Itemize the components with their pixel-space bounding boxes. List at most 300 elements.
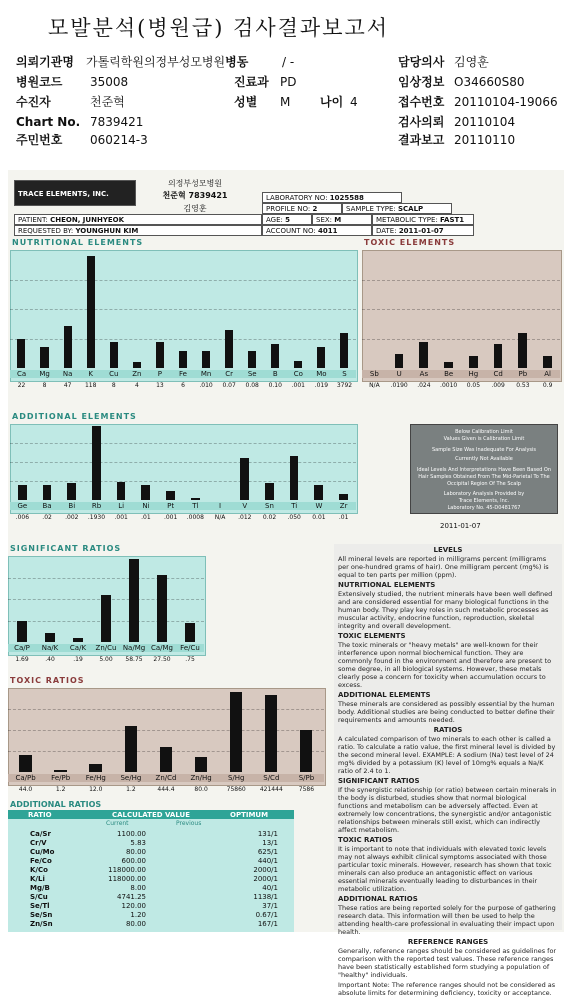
- chart-category-label: Na: [56, 370, 79, 378]
- chart-bar: [166, 491, 175, 500]
- chart-value-label: 444.4: [157, 786, 175, 793]
- legend-line-6: Hair Samples Obtained From The Mid-Parietal To The: [418, 474, 550, 480]
- chart-bar: [185, 623, 195, 642]
- chart-category-label: Cd: [486, 370, 511, 378]
- chart-bar: [202, 351, 210, 368]
- chart-bar: [40, 347, 48, 368]
- chart-bar: [45, 633, 55, 642]
- value-sex: M: [280, 95, 291, 109]
- chart-value-label: 80.0: [194, 786, 208, 793]
- chart-value-label: 0.07: [222, 382, 236, 389]
- explanation-paragraph: Extensively studied, the nutrient minerals have been well defined and are considered essential for many biological functions in the human body. They play key roles in such metabolic processes as muscular activity, endocrine function, reproduction, skeletal integrity and overall development.: [338, 590, 553, 630]
- chart-value-label: .0190: [390, 382, 408, 389]
- sample-value: SCALP: [397, 205, 424, 213]
- chart-category-label: Mg: [33, 370, 56, 378]
- explanation-heading: LEVELS: [433, 546, 463, 554]
- chart-bar: [248, 351, 256, 368]
- account-box: [262, 225, 372, 236]
- value-age: 4: [350, 95, 358, 109]
- ratio-row: [8, 911, 294, 920]
- value-resident-no: 060214-3: [90, 133, 148, 147]
- chart-gridline: [10, 462, 356, 463]
- date-label: DATE:: [376, 227, 397, 235]
- explanation-paragraph: These ratios are being reported solely for the purpose of gathering research data. This information will then be used to help the attending health-care professional in evaluating their impact upon health.: [338, 904, 556, 936]
- sample-label: SAMPLE TYPE:: [346, 205, 396, 213]
- stamp-date: 2011-01-07: [440, 522, 481, 530]
- ratio-name: Cu/Mo: [30, 848, 55, 856]
- chart-category-label: Se: [241, 370, 264, 378]
- chart-category-label: Li: [109, 502, 134, 510]
- chart-bar: [271, 344, 279, 368]
- chart-gridline: [10, 309, 356, 310]
- chart-bar: [43, 485, 52, 500]
- ratio-row: [8, 920, 294, 929]
- sample-box: [342, 203, 452, 214]
- ratio-name: Zn/Sn: [30, 920, 53, 928]
- chart-bar: [340, 333, 348, 368]
- chart-value-label: .19: [73, 656, 83, 663]
- chart-category-label: W: [307, 502, 332, 510]
- legend-line-2: Values Given is Calibration Limit: [443, 436, 525, 442]
- explanation-paragraph: The toxic minerals or "heavy metals" are well-known for their interference upon normal biochemical function. They are commonly found in the environment and therefore are present to some degree, in all biological systems. However, these metals clearly pose a concern for toxicity when accumulation occurs to excess.: [338, 641, 552, 689]
- label-hospital-code: 병원코드: [16, 75, 63, 89]
- chart-category-label: Zr: [331, 502, 356, 510]
- chart-category-label: Co: [287, 370, 310, 378]
- chart-category-label: Pt: [158, 502, 183, 510]
- ratio-name: S/Cu: [30, 893, 48, 901]
- col-current: Current: [106, 820, 129, 827]
- col-previous: Previous: [176, 820, 202, 827]
- chart-bar: [419, 342, 428, 368]
- requested-box: [14, 225, 262, 236]
- ratio-value: 8.00: [130, 884, 146, 892]
- chart-value-label: .0010: [440, 382, 458, 389]
- chart-category-label: Ca/K: [64, 644, 92, 652]
- chart-bar: [225, 330, 233, 368]
- chart-bar: [240, 458, 249, 500]
- sex-box: [312, 214, 372, 225]
- report-row-2: [16, 72, 128, 92]
- document-title: 모발분석(병원급) 검사결과보고서: [48, 16, 390, 40]
- chart-category-label: Fe/Cu: [176, 644, 204, 652]
- chart-value-label: .1930: [87, 514, 106, 521]
- explanation-paragraph: Important Note: The reference ranges should not be considered as absolute limits for determining deficiency, toxicity or acceptance.: [338, 981, 556, 997]
- ratio-name: Fe/Co: [30, 857, 52, 865]
- chart-value-label: .010: [199, 382, 213, 389]
- value-chart-no: 7839421: [90, 115, 144, 129]
- legend-line-1: Below Calibration Limit: [455, 429, 513, 435]
- chart-bar: [18, 485, 27, 500]
- additional-ratios-title: ADDITIONAL RATIOS: [10, 800, 102, 809]
- value-receipt: 20110104-19066: [454, 95, 558, 109]
- legend-box: [410, 424, 558, 514]
- chart-category-label: Ge: [10, 502, 35, 510]
- chart-bar: [19, 755, 31, 772]
- chart-bar: [64, 326, 72, 368]
- ratio-optimum: 40/1: [262, 884, 278, 892]
- chart-category-label: Na/K: [36, 644, 64, 652]
- ratio-row: [8, 848, 294, 857]
- ratio-value: 5.83: [130, 839, 146, 847]
- col-ratio: RATIO: [28, 811, 52, 819]
- chart-category-label: K: [79, 370, 102, 378]
- chart-bar: [543, 356, 552, 368]
- chart-category-label: Zn/Hg: [184, 774, 219, 782]
- chart-value-label: 3792: [336, 382, 353, 389]
- chart-value-label: 44.0: [18, 786, 33, 793]
- age-label: AGE:: [266, 216, 283, 224]
- explanation-paragraph: These minerals are considered as possibly essential by the human body. Additional studies are being conducted to better define their requirements and amounts needed.: [338, 700, 555, 724]
- chart-gridline: [10, 443, 356, 444]
- chart-value-label: 22: [17, 382, 26, 389]
- label-doctor: 담당의사: [398, 55, 445, 69]
- date-value: 2011-01-07: [398, 227, 444, 235]
- chart-bar: [156, 342, 164, 368]
- ratio-name: K/Co: [30, 866, 48, 874]
- chart-title-4: TOXIC RATIOS: [10, 676, 85, 685]
- col-optimum: OPTIMUM: [230, 811, 269, 819]
- chart-value-label: 75860: [226, 786, 246, 793]
- col-calculated: CALCULATED VALUE: [112, 811, 191, 819]
- chart-category-label: Sb: [362, 370, 387, 378]
- label-chart-no: Chart No.: [16, 115, 81, 129]
- chart-bar: [54, 770, 66, 772]
- chart-value-label: 27.50: [153, 656, 171, 663]
- profile-box: [262, 203, 342, 214]
- chart-category-label: Ca/Mg: [148, 644, 176, 652]
- label-resident-no: 주민번호: [16, 133, 63, 147]
- chart-value-label: N/A: [369, 382, 380, 389]
- chart-bar: [494, 344, 503, 368]
- chart-value-label: .019: [314, 382, 329, 389]
- ratio-value: 600.00: [121, 857, 146, 865]
- chart-bar: [290, 456, 299, 500]
- patient-label: PATIENT:: [18, 216, 48, 224]
- chart-bar: [129, 559, 139, 642]
- chart-value-label: 0.01: [312, 514, 326, 521]
- age-box: [262, 214, 312, 225]
- chart-category-label: Pb: [511, 370, 536, 378]
- chart-category-label: Se/Hg: [113, 774, 148, 782]
- ratio-optimum: 625/1: [257, 848, 278, 856]
- ratio-row: [8, 830, 294, 839]
- chart-bar: [265, 695, 277, 772]
- legend-line-4: Currently Not Available: [455, 456, 513, 462]
- ratio-name: Ca/Sr: [30, 830, 51, 838]
- chart-bar: [160, 747, 172, 772]
- sex-value: M: [334, 216, 342, 224]
- chart-category-label: S/Hg: [219, 774, 254, 782]
- ratio-optimum: 37/1: [262, 902, 278, 910]
- chart-category-label: Fe/Hg: [78, 774, 113, 782]
- chart-bar: [87, 256, 95, 368]
- value-hospital-code: 35008: [90, 75, 129, 89]
- explanation-heading: REFERENCE RANGES: [407, 938, 489, 946]
- chart-bar: [469, 356, 478, 368]
- explanation-paragraph: All mineral levels are reported in milligrams percent (milligrams per one-hundred grams of hair). One milligram percent (mg%) is equal to ten parts per million (ppm).: [338, 555, 549, 579]
- chart-bar: [314, 485, 323, 500]
- chart-category-label: As: [412, 370, 437, 378]
- value-result-date: 20110110: [454, 133, 516, 147]
- chart-value-label: .001: [114, 514, 128, 521]
- lab-logo: TRACE ELEMENTS, INC.: [14, 180, 136, 206]
- chart-value-label: .050: [287, 514, 301, 521]
- chart-value-label: 5.00: [99, 656, 113, 663]
- ratio-optimum: 131/1: [257, 830, 278, 838]
- explanation-heading: ADDITIONAL ELEMENTS: [338, 691, 431, 699]
- label-ward: 병동: [225, 55, 249, 69]
- explanation-heading: ADDITIONAL RATIOS: [338, 895, 418, 903]
- chart-bar: [294, 361, 302, 368]
- legend-line-5: Ideal Levels And Interpretations Have Been Based On: [416, 467, 552, 473]
- label-patient: 수진자: [16, 95, 51, 109]
- chart-category-label: Ni: [134, 502, 159, 510]
- ratio-value: 4741.25: [117, 893, 146, 901]
- additional-ratios-table: [8, 800, 294, 932]
- chart-bar: [117, 482, 126, 500]
- requested-label: REQUESTED BY:: [18, 227, 74, 235]
- chart-bar: [67, 483, 76, 500]
- chart-title-0: NUTRITIONAL ELEMENTS: [12, 238, 144, 247]
- chart-category-label: S/Pb: [289, 774, 324, 782]
- chart-bar: [300, 730, 312, 772]
- chart-value-label: 6: [181, 382, 185, 389]
- explanation-paragraph: If the synergistic relationship (or ratio) between certain minerals in the body is disturbed, studies show that normal biological functions and metabolism can be adversely affected. Even at extremely low concentrations, the synergistic and/or antagonistic relationships between minerals still exist, which can indirectly affect metabolism.: [338, 786, 557, 834]
- chart-category-label: Al: [535, 370, 560, 378]
- patient-box: [14, 214, 262, 225]
- ratio-row: [8, 875, 294, 884]
- chart-gridline: [8, 578, 204, 579]
- ratio-row: [8, 857, 294, 866]
- chart-value-label: 1.2: [126, 786, 136, 793]
- chart-category-label: S: [333, 370, 356, 378]
- ratio-optimum: 2000/1: [253, 866, 278, 874]
- report-result: [398, 130, 515, 150]
- ratio-value: 80.00: [125, 920, 146, 928]
- chart-value-label: 4: [134, 382, 139, 389]
- chart-bar: [518, 333, 527, 368]
- chart-value-label: 421444: [259, 786, 283, 793]
- report-row-3: [16, 92, 125, 112]
- ratio-value: 1.20: [130, 911, 146, 919]
- chart-category-label: V: [232, 502, 257, 510]
- chart-value-label: 58.75: [125, 656, 143, 663]
- chart-bar: [444, 362, 453, 368]
- report-request: [398, 112, 515, 132]
- ratio-optimum: 0.67/1: [255, 911, 278, 919]
- chart-title-1: TOXIC ELEMENTS: [364, 238, 456, 247]
- chart-category-label: Na/Mg: [120, 644, 148, 652]
- chart-title-3: SIGNIFICANT RATIOS: [10, 544, 122, 553]
- chart-bar: [230, 692, 242, 772]
- ratio-name: K/Li: [30, 875, 45, 883]
- label-sex: 성별: [234, 95, 258, 109]
- chart-value-label: 0.53: [516, 382, 530, 389]
- lab-doctor: 김영훈: [183, 204, 207, 213]
- ratio-row: [8, 893, 294, 902]
- label-institution: 의뢰기관명: [16, 55, 74, 69]
- chart-value-label: 0.10: [268, 382, 282, 389]
- chart-category-label: Fe/Pb: [43, 774, 78, 782]
- chart-bar: [92, 426, 101, 500]
- legend-line-10: Laboratory No. 45-D0481767: [447, 505, 521, 511]
- value-dept: PD: [280, 75, 297, 89]
- lab-hospital: 의정부성모병원: [167, 179, 223, 188]
- explanation-heading: TOXIC RATIOS: [338, 836, 393, 844]
- chart-value-label: .002: [65, 514, 79, 521]
- chart-value-label: 0.9: [542, 382, 553, 389]
- chart-category-label: P: [148, 370, 171, 378]
- chart-category-label: Ca/Pb: [8, 774, 43, 782]
- chart-value-label: .009: [491, 382, 505, 389]
- chart-category-label: B: [264, 370, 287, 378]
- chart-category-label: Ti: [282, 502, 307, 510]
- chart-category-label: Mn: [195, 370, 218, 378]
- profile-label: PROFILE NO:: [266, 205, 311, 213]
- account-value: 4011: [318, 227, 338, 235]
- explanation-heading: SIGNIFICANT RATIOS: [338, 777, 420, 785]
- chart-gridline: [362, 309, 560, 310]
- chart-bar: [101, 595, 111, 642]
- chart-bar: [17, 339, 25, 369]
- chart-category-label: Sn: [257, 502, 282, 510]
- label-result-date: 결과보고: [398, 133, 445, 147]
- chart-value-label: .012: [238, 514, 252, 521]
- label-clinical: 임상정보: [398, 75, 445, 89]
- chart-bar: [73, 638, 83, 642]
- chart-category-label: Cr: [218, 370, 241, 378]
- chart-value-label: 0.08: [245, 382, 259, 389]
- chart-category-label: Zn: [125, 370, 148, 378]
- chart-value-label: N/A: [214, 514, 226, 521]
- chart-gridline: [10, 481, 356, 482]
- chart-value-label: .001: [291, 382, 305, 389]
- chart-panel-1: [362, 250, 562, 382]
- report-sex: [234, 92, 358, 112]
- value-ward: / -: [282, 55, 295, 69]
- value-doctor: 김영훈: [454, 55, 489, 69]
- chart-value-label: .024: [417, 382, 431, 389]
- explanation-heading: RATIOS: [433, 726, 463, 734]
- chart-value-label: 1.69: [15, 656, 29, 663]
- value-clinical: O34660S80: [454, 75, 525, 89]
- chart-category-label: U: [387, 370, 412, 378]
- chart-value-label: 118: [84, 382, 97, 389]
- chart-bar: [339, 494, 348, 500]
- chart-category-label: Zn/Cu: [92, 644, 120, 652]
- chart-value-label: .01: [338, 514, 349, 521]
- ratio-optimum: 1138/1: [253, 893, 278, 901]
- ratio-row: [8, 839, 294, 848]
- legend-line-7: Occipital Region Of The Scalp: [447, 481, 521, 487]
- label-receipt: 접수번호: [398, 95, 445, 109]
- label-age: 나이: [320, 95, 344, 109]
- chart-bar: [157, 575, 167, 642]
- chart-gridline: [10, 280, 356, 281]
- report-doctor: [398, 52, 489, 72]
- report-receipt: [398, 92, 558, 112]
- ratio-value: 118000.00: [108, 875, 146, 883]
- chart-value-label: .75: [185, 656, 195, 663]
- lab-no-box: [262, 192, 402, 203]
- ratio-row: [8, 866, 294, 875]
- report-row-1: [16, 52, 248, 72]
- lab-hospital-block: [140, 178, 250, 204]
- chart-value-label: 0.05: [466, 382, 481, 389]
- chart-bar: [110, 342, 118, 368]
- chart-bar: [17, 621, 27, 643]
- chart-value-label: 8: [42, 382, 47, 389]
- report-row-5: [16, 130, 148, 150]
- lab-no-label: LABORATORY NO:: [266, 194, 328, 202]
- ratio-optimum: 167/1: [257, 920, 278, 928]
- chart-value-label: 8: [111, 382, 116, 389]
- ratio-optimum: 440/1: [257, 857, 278, 865]
- chart-title-2: ADDITIONAL ELEMENTS: [12, 412, 137, 421]
- ratio-value: 120.00: [121, 902, 146, 910]
- chart-value-label: 7586: [298, 786, 315, 793]
- chart-bar: [395, 354, 404, 368]
- chart-category-label: Cu: [102, 370, 125, 378]
- ratio-name: Se/Tl: [30, 902, 50, 910]
- chart-value-label: 47: [63, 382, 72, 389]
- chart-category-label: Mo: [310, 370, 333, 378]
- legend-line-8: Laboratory Analysis Provided by: [443, 491, 525, 497]
- age-value: 5: [285, 216, 290, 224]
- date-box: [372, 225, 474, 236]
- explanation-text: [338, 544, 558, 999]
- chart-value-label: .001: [163, 514, 178, 521]
- lab-no-value: 1025588: [329, 194, 364, 202]
- chart-gridline: [10, 339, 356, 340]
- chart-category-label: Ca: [10, 370, 33, 378]
- explanation-heading: TOXIC ELEMENTS: [338, 632, 406, 640]
- account-label: ACCOUNT NO:: [266, 227, 316, 235]
- ratio-value: 118000.00: [108, 866, 146, 874]
- chart-category-label: Ba: [35, 502, 60, 510]
- chart-category-label: Bi: [59, 502, 84, 510]
- report-dept: [234, 72, 296, 92]
- chart-bar: [265, 483, 274, 500]
- value-patient: 천준혁: [90, 95, 125, 109]
- value-institution: 가톨릭학원의정부성모병원: [86, 55, 226, 69]
- chart-category-label: Fe: [171, 370, 194, 378]
- chart-value-label: 12.0: [89, 786, 103, 793]
- explanation-column: [334, 544, 562, 997]
- chart-bar: [191, 498, 200, 500]
- chart-category-label: Rb: [84, 502, 109, 510]
- legend-line-3: Sample Size Was Inadequate For Analysis: [431, 447, 537, 453]
- report-clinical: [398, 72, 525, 92]
- sex-label: SEX:: [316, 216, 333, 224]
- explanation-paragraph: A calculated comparison of two minerals to each other is called a ratio. To calculate a ratio value, the first mineral level is divided by the second mineral level. EXAMPLE: A sodium (Na) test level of 24 mg% divided by a potassium (K) level of 10mg% equals a Na/K ratio of 2.4 to 1.: [338, 735, 556, 775]
- profile-value: 2: [312, 205, 318, 213]
- ratio-row: [8, 902, 294, 911]
- chart-value-label: .0008: [186, 514, 204, 521]
- chart-bar: [141, 485, 150, 500]
- chart-bar: [133, 362, 141, 368]
- chart-category-label: I: [208, 502, 233, 510]
- chart-bar: [179, 351, 187, 368]
- chart-category-label: Tl: [183, 502, 208, 510]
- ratio-optimum: 2000/1: [253, 875, 278, 883]
- chart-bar: [89, 764, 101, 772]
- metabolic-value: FAST1: [440, 216, 465, 224]
- lab-chart-line: 천준혁 7839421: [162, 191, 228, 200]
- explanation-heading: NUTRITIONAL ELEMENTS: [338, 581, 436, 589]
- report-row-4: [16, 112, 143, 132]
- chart-category-label: Hg: [461, 370, 486, 378]
